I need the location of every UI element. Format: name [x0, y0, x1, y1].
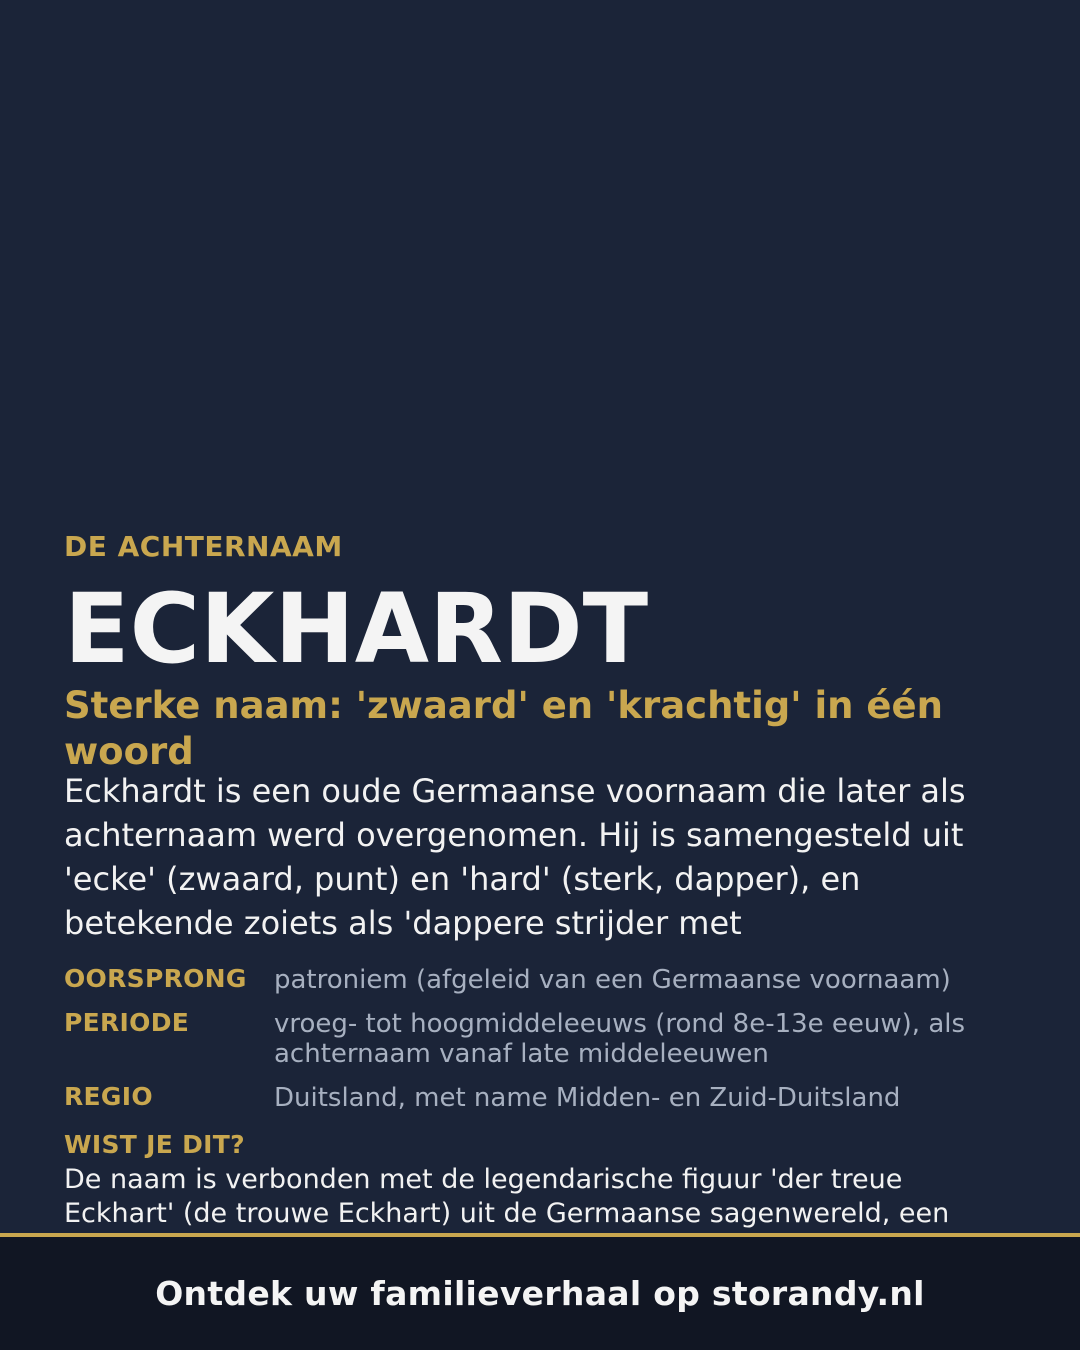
- surname-tagline: Sterke naam: 'zwaard' en 'krachtig' in één woord: [64, 684, 943, 773]
- fact-row-regio: [64, 1081, 1020, 1113]
- fact-key: REGIO: [64, 1082, 153, 1111]
- did-you-know-text: De naam is verbonden met de legendarische figuur 'der treue Eckhart' (de trouwe Eckhart) uit de Germaanse sagenwereld, een: [64, 1164, 950, 1229]
- facts-list: [64, 963, 1020, 1125]
- footer-cta[interactable]: Ontdek uw familieverhaal op storandy.nl: [155, 1274, 925, 1313]
- eyebrow-label: DE ACHTERNAAM: [64, 530, 343, 563]
- fact-row-periode: [64, 1007, 1020, 1069]
- intro-paragraph: Eckhardt is een oude Germaanse voornaam die later als achternaam werd overgenomen. Hij is samengesteld uit 'ecke' (zwaard, punt) en 'hard' (sterk, dapper), en betekende zoiets als 'dappere strijder met: [64, 772, 966, 942]
- fact-key: OORSPRONG: [64, 964, 247, 993]
- fact-row-oorsprong: [64, 963, 1020, 995]
- footer-banner: [0, 1237, 1080, 1350]
- fact-key: PERIODE: [64, 1008, 190, 1037]
- fact-value: patroniem (afgeleid van een Germaanse voornaam): [274, 965, 951, 995]
- fact-value: vroeg- tot hoogmiddeleeuws (rond 8e-13e eeuw), als achternaam vanaf late middeleeuwen: [274, 1009, 966, 1069]
- did-you-know-heading: WIST JE DIT?: [64, 1130, 245, 1159]
- surname-title: ECKHARDT: [64, 573, 649, 685]
- surname-card: [64, 0, 1020, 1233]
- fact-value: Duitsland, met name Midden- en Zuid-Duitsland: [274, 1083, 901, 1113]
